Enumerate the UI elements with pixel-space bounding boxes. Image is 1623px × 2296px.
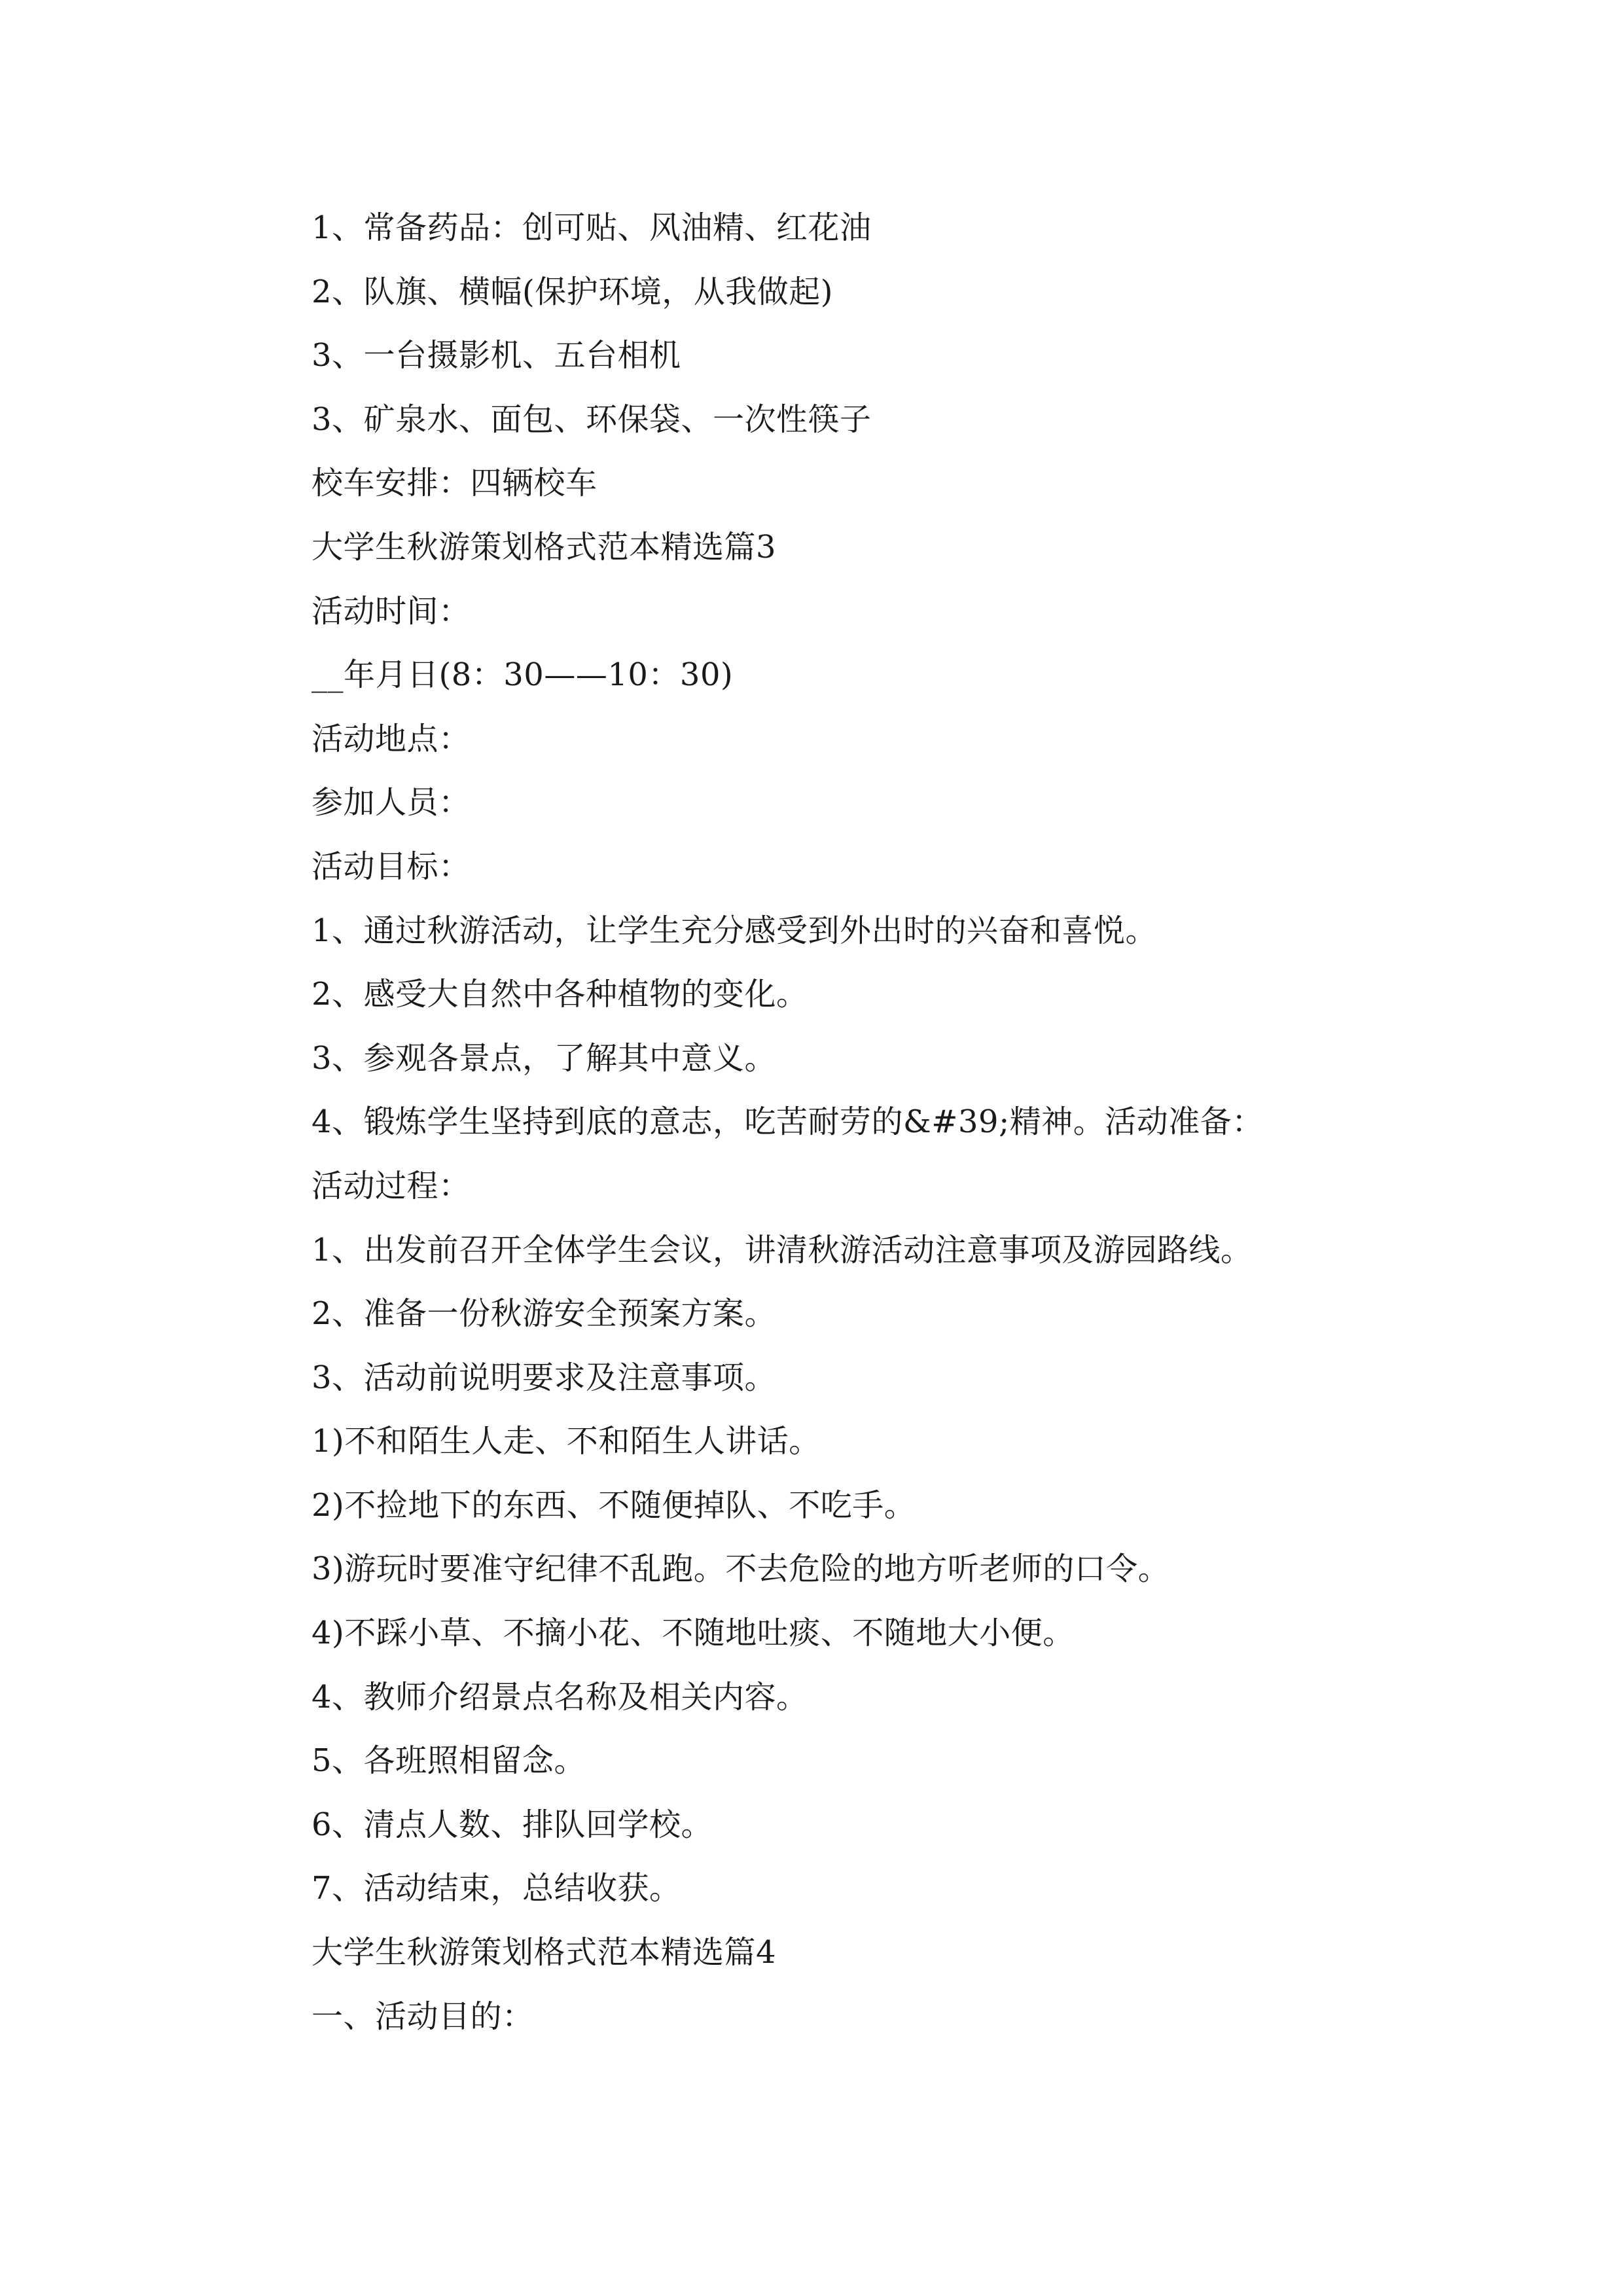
text-line: 6、清点人数、排队回学校。: [312, 1806, 713, 1843]
text-line: 1)不和陌生人走、不和陌生人讲话。: [312, 1423, 821, 1460]
text-line: 2、准备一份秋游安全预案方案。: [312, 1295, 777, 1333]
text-line: 活动时间：: [312, 592, 471, 630]
text-line: 参加人员：: [312, 784, 471, 821]
text-line: 3、一台摄影机、五台相机: [312, 337, 681, 374]
text-line: 3、活动前说明要求及注意事项。: [312, 1359, 777, 1396]
text-line: 校车安排：四辆校车: [312, 465, 597, 502]
text-line: 1、出发前召开全体学生会议，讲清秋游活动注意事项及游园路线。: [312, 1231, 1253, 1268]
text-line: 活动目标：: [312, 848, 471, 885]
text-line: 3)游玩时要准守纪律不乱跑。不去危险的地方听老师的口令。: [312, 1551, 1170, 1588]
section-heading: 大学生秋游策划格式范本精选篇3: [312, 528, 777, 565]
text-line: 2、队旗、横幅(保护环境，从我做起): [312, 273, 833, 310]
document-body: [312, 196, 1489, 2049]
text-line: 2、感受大自然中各种植物的变化。: [312, 976, 808, 1013]
text-line: 活动过程：: [312, 1167, 471, 1204]
text-line: __年月日(8：30——10：30): [312, 656, 734, 694]
text-line: 2)不捡地下的东西、不随便掉队、不吃手。: [312, 1486, 916, 1524]
text-line: 5、各班照相留念。: [312, 1742, 586, 1780]
text-line: 3、参观各景点，了解其中意义。: [312, 1039, 777, 1077]
text-line: 4、锻炼学生坚持到底的意志，吃苦耐劳的&#39;精神。活动准备：: [312, 1103, 1264, 1141]
text-line: 4、教师介绍景点名称及相关内容。: [312, 1678, 808, 1715]
text-line: 活动地点：: [312, 720, 471, 757]
text-line: 4)不踩小草、不摘小花、不随地吐痰、不随地大小便。: [312, 1615, 1075, 1652]
text-line: 1、通过秋游活动，让学生充分感受到外出时的兴奋和喜悦。: [312, 912, 1158, 949]
text-line: 7、活动结束，总结收获。: [312, 1870, 681, 1907]
text-line: 3、矿泉水、面包、环保袋、一次性筷子: [312, 401, 872, 438]
text-line: 一、活动目的：: [312, 1998, 534, 2035]
section-heading: 大学生秋游策划格式范本精选篇4: [312, 1934, 777, 1971]
text-line: 1、常备药品：创可贴、风油精、红花油: [312, 209, 872, 246]
